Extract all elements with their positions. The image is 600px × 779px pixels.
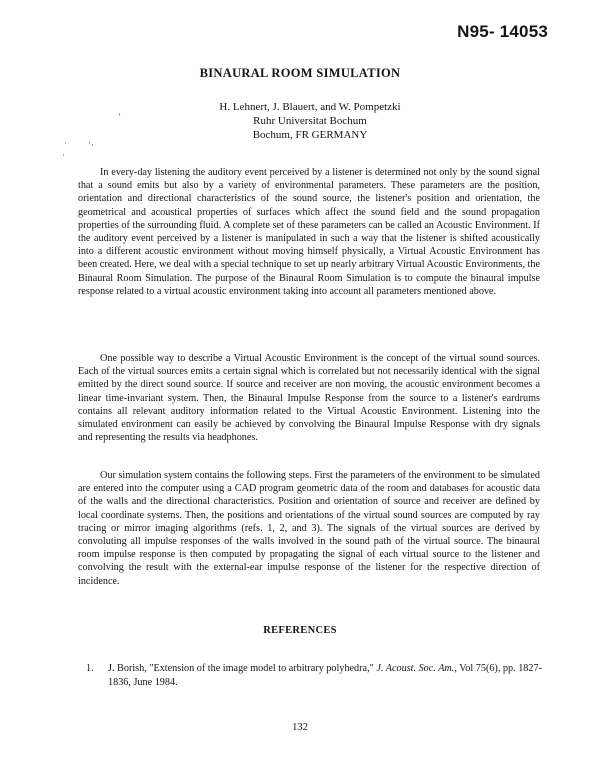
report-number: N95- 14053 [457,22,548,41]
reference-details: , Vol 75(6), pp. 1827-1836, June 1984. [108,663,542,688]
author-affiliation: Ruhr Universitat Bochum [253,115,367,127]
page-number: 132 [292,722,308,733]
paper-title: BINAURAL ROOM SIMULATION [199,66,401,80]
reference-journal: J. Acoust. Soc. Am. [376,663,455,674]
scan-speck: ’ [118,112,121,122]
scan-speck: ’· [88,140,94,150]
paragraph-text: One possible way to describe a Virtual Acoustic Environment is the concept of the virtual sound sources. Each of the virtual sources emits a certain signal which is correlated but not necessarily identical with the signal emitted by the direct sound source. If source and receiver are non moving, the acoustic environment becomes a linear time-invariant system. Then, the Binaural Impulse Response from the source to a listener's eardrums contains all relevant auditory information related to the Virtual Acoustic Environment. Listening into the simulated environment can easily be achieved by convolving the Binaural Impulse Response with dry signals and representing the results via headphones. [78,353,540,444]
body-paragraph-2 [78,352,540,444]
scan-speck: · [64,138,67,148]
reference-text [108,662,546,689]
reference-number: 1. [86,663,94,674]
author-location: Bochum, FR GERMANY [252,129,368,141]
body-paragraph-1 [78,166,540,298]
references-heading: REFERENCES [263,625,337,636]
paragraph-text: Our simulation system contains the following steps. First the parameters of the environment to be simulated are entered into the computer using a CAD program geometric data of the room and databases for acoustic data of the walls and the directional characteristics. Position and orientation of source and receiver are defined by local coordinate systems. Then, the positions and orientations of the virtual sound sources are computed by ray tracing or mirror imaging algorithms (refs. 1, 2, and 3). The signals of the virtual sources are derived by convoluting all impulse responses of the walls involved in the sound path of the virtual source. The binaural room impulse response is then computed by propagating the signal of each virtual source to the listener and convolving the result with the external-ear impulse response of the listener for the respective direction of incidence. [78,470,540,587]
author-names: H. Lehnert, J. Blauert, and W. Pompetzki [219,101,401,113]
reference-authors-title: J. Borish, "Extension of the image model to arbitrary polyhedra," [108,663,377,674]
reference-item [86,662,546,689]
body-paragraph-3 [78,469,540,588]
scan-speck: · [62,150,65,160]
paragraph-text: In every-day listening the auditory event perceived by a listener is determined not only by the sound signal that a sound emits but also by a variety of environmental parameters. These parameters are the position, orientation and directional characteristics of the sound source, the listener's position and orientation, the geometrical and acoustical properties of surfaces which affect the sound field and the sound propagation properties of the surrounding fluid. A complete set of these parameters can be called an Acoustic Environment. If the auditory event perceived by a listener is manipulated in such a way that the listener is shifted acoustically into a different acoustic environment without moving himself physically, a Virtual Acoustic Environment has been created. Here, we deal with a special technique to set up nearly arbitrary Virtual Acoustic Environments, the Binaural Room Simulation. The purpose of the Binaural Room Simulation is to compute the binaural impulse response related to a virtual acoustic environment taking into account all parameters mentioned above. [78,167,540,297]
author-block [0,100,600,142]
